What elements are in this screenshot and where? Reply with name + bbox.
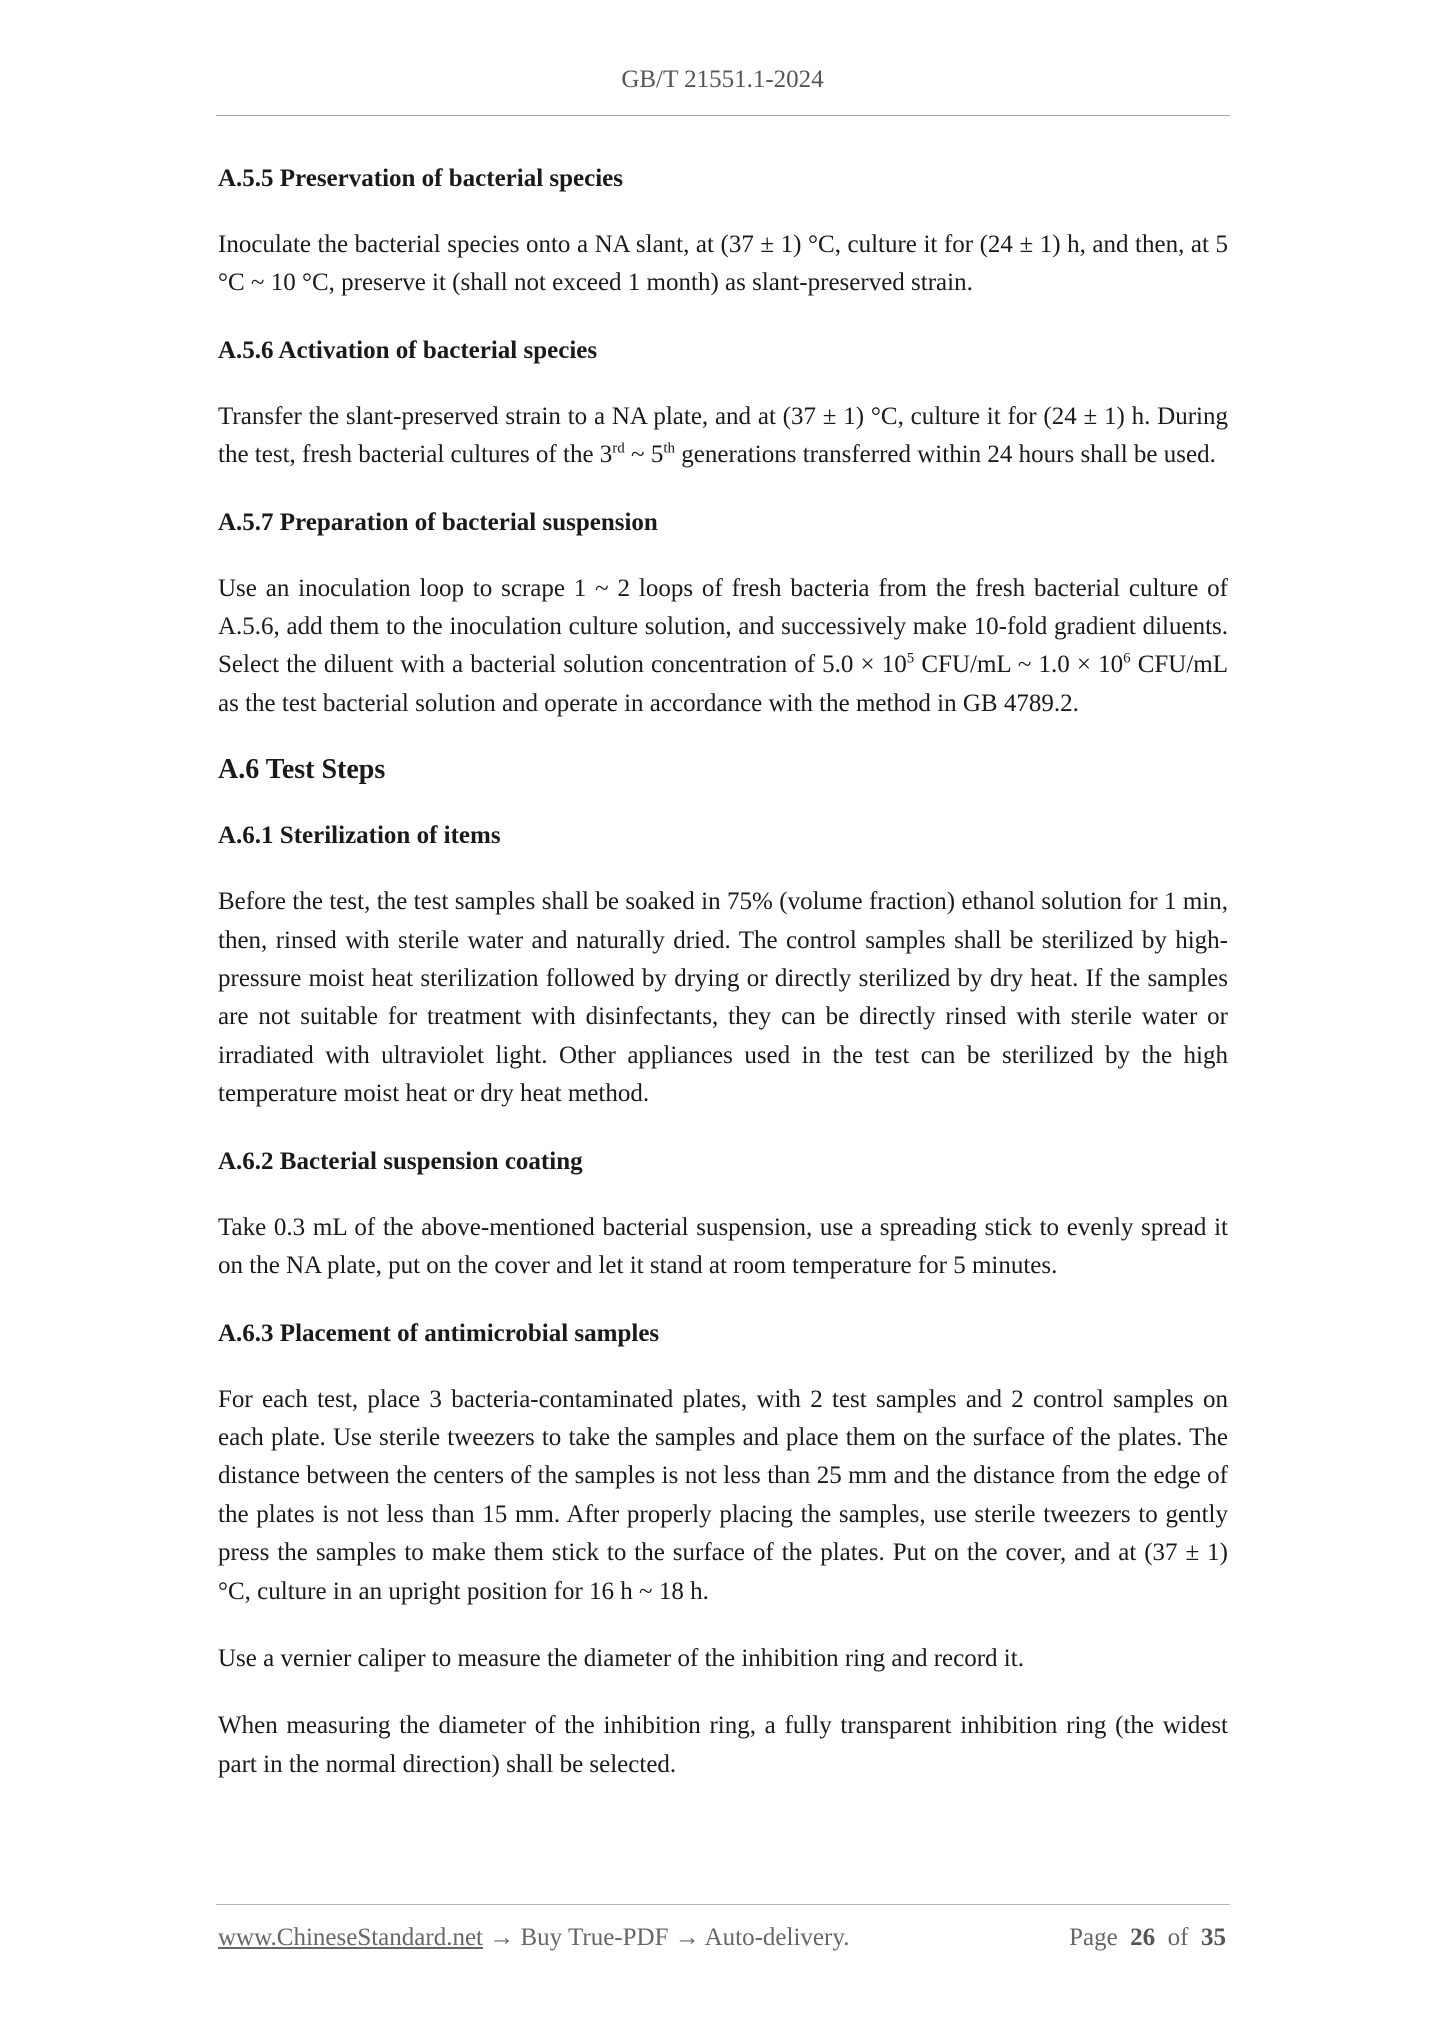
heading-a-5-7: A.5.7 Preparation of bacterial suspension bbox=[218, 508, 658, 536]
footer-divider bbox=[216, 1904, 1230, 1905]
heading-a-6: A.6 Test Steps bbox=[218, 754, 386, 786]
paragraph-a-5-7: Use an inoculation loop to scrape 1 ~ 2 loops of fresh bacteria from the fresh bacterial culture of A.5.6, add them to the inoculation culture solution, and successively make 10-fold gradient diluents. Select the diluent with a bacterial solution concentration of $5.0 \times 10^5$ CFU/mL ~ $1.0 \times 10^6$ CFU/mL as the test bacterial solution and operate in accordance with the method in GB 4789.2. bbox=[218, 574, 1229, 717]
document-body bbox=[218, 160, 1228, 1784]
paragraph-a-6-3-3: When measuring the diameter of the inhibition ring, a fully transparent inhibition ring (the widest part in the normal direction) shall be selected. bbox=[218, 1712, 1228, 1778]
paragraph-a-6-3-1: For each test, place 3 bacteria-contaminated plates, with 2 test samples and 2 control samples on each plate. Use sterile tweezers to take the samples and place them on the surface of the plates. The distance between the centers of the samples is not less than 25 mm and the distance from the edge of the plates is not less than 15 mm. After properly placing the samples, use sterile tweezers to gently press the samples to make them stick to the surface of the plates. Put on the cover, and at (37 ± 1) °C, culture in an upright position for 16 h ~ 18 h. bbox=[218, 1385, 1228, 1605]
arrow-right-icon: → bbox=[668, 1924, 705, 1951]
heading-a-6-2: A.6.2 Bacterial suspension coating bbox=[218, 1147, 583, 1175]
heading-a-6-3: A.6.3 Placement of antimicrobial samples bbox=[218, 1319, 660, 1347]
heading-a-5-5: A.5.5 Preservation of bacterial species bbox=[218, 165, 623, 192]
site-link[interactable]: www.ChineseStandard.net bbox=[218, 1924, 483, 1951]
header-divider bbox=[216, 115, 1230, 116]
paragraph-a-6-1: Before the test, the test samples shall be soaked in 75% (volume fraction) ethanol solution for 1 min, then, rinsed with sterile water and naturally dried. The control samples shall be sterilized by high-pressure moist heat sterilization followed by drying or directly sterilized by dry heat. If the samples are not suitable for treatment with disinfectants, they can be directly rinsed with sterile water or irradiated with ultraviolet light. Other appliances used in the test can be sterilized by the high temperature moist heat or dry heat method. bbox=[218, 888, 1228, 1108]
footer-links bbox=[218, 1924, 849, 1952]
arrow-right-icon: → bbox=[483, 1924, 521, 1951]
buy-pdf-text: Buy True-PDF bbox=[520, 1924, 669, 1951]
auto-delivery-text: Auto-delivery. bbox=[704, 1924, 850, 1951]
total-pages: 35 bbox=[1201, 1924, 1226, 1951]
page-number: Page 26 of 35 bbox=[1069, 1924, 1226, 1951]
current-page: 26 bbox=[1130, 1924, 1156, 1951]
page-header: GB/T 21551.1-2024 bbox=[621, 66, 824, 93]
paragraph-a-6-3-2: Use a vernier caliper to measure the diameter of the inhibition ring and record it. bbox=[218, 1644, 1024, 1672]
paragraph-a-5-5: Inoculate the bacterial species onto a NA slant, at (37 ± 1) °C, culture it for (24 ± 1) h, and then, at 5 °C ~ 10 °C, preserve it (shall not exceed 1 month) as slant-preserved strain. bbox=[218, 231, 1228, 297]
heading-a-6-1: A.6.1 Sterilization of items bbox=[218, 822, 501, 850]
heading-a-5-6: A.5.6 Activation of bacterial species bbox=[218, 336, 598, 364]
paragraph-a-5-6: Transfer the slant-preserved strain to a NA plate, and at (37 ± 1) °C, culture it for (24 ± 1) h. During the test, fresh bacterial cultures of the 3rd ~ 5th generations transferred within 24 hours shall be used. bbox=[218, 402, 1228, 469]
paragraph-a-6-2: Take 0.3 mL of the above-mentioned bacterial suspension, use a spreading stick to evenly spread it on the NA plate, put on the cover and let it stand at room temperature for 5 minutes. bbox=[218, 1213, 1228, 1280]
